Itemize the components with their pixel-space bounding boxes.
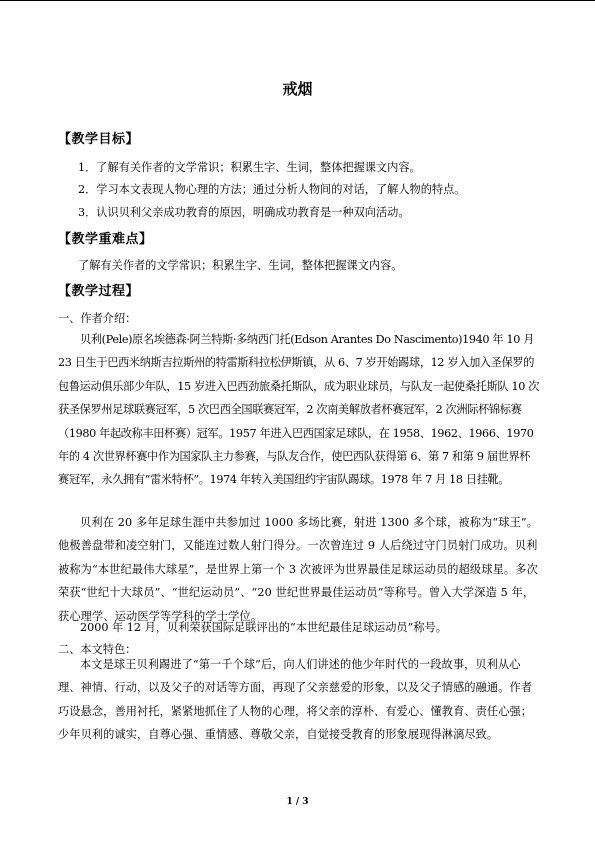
key-points-text: 了解有关作者的文学常识；积累生字、生词，整体把握课文内容。 — [78, 259, 403, 272]
objective-item: 2．学习本文表现人物心理的方法；通过分析人物间的对话，了解人物的特点。 — [78, 183, 466, 196]
objectives-heading: 【教学目标】 — [58, 132, 140, 147]
award-paragraph-text: 2000 年 12 月，贝利荣获国际足联评出的“本世纪最佳足球运动员”称号。 — [80, 621, 447, 634]
part1-heading: 一、作者介绍： — [58, 312, 137, 325]
page-number: 1 / 3 — [286, 797, 309, 807]
author-paragraph-text: 贝利(Pele)原名埃德森·阿兰特斯·多纳西门托(Edson Arantes Do Nascimento)1940 年 10 月 23 日生于巴西米纳斯吉拉斯州的特雷斯科拉松伊斯镇，从 6、7 岁开始踢球，12 岁入加入圣保罗的包鲁运动俱乐部少年队，15 岁进入巴西劲旅桑托斯队，成为职业球员，与队友一起使桑托斯队 10 次获圣保罗州足球联赛冠军，5 次巴西全国联赛冠军，2 次南美解放者杯赛冠军，2 次洲际杯锦标赛（1980 年起改称丰田杯赛）冠军。1957 年进入巴西国家足球队，在 1958、1962、1966、1970 年的 4 次世界杯赛中作为国家队主力参赛，与队友合作，使巴西队获得第 6、第 7 和第 9 届世界杯赛冠军，永久拥有“雷米特杯”。1974 年转入美国纽约宇宙队踢球。1978 年 7 月 18 日挂靴。 — [58, 333, 540, 487]
career-paragraph-text: 贝利在 20 多年足球生涯中共参加过 1000 多场比赛，射进 1300 多个球，被称为“球王”。他极善盘带和凌空射门，又能连过数人射门得分。一次曾连过 9 人后绕过守门员射门成功。贝利被称为“本世纪最伟大球星”，是世界上第一个 3 次被评为世界最佳足球运动员的超级球星。多次荣获“世纪十大球员”、“世纪运动员”、“20 世纪世界最佳运动员”等称号。曾入大学深造 5 年，获心理学、运动医学等学科的学士学位。 — [58, 516, 539, 623]
header-rule — [0, 0, 595, 1]
award-paragraph — [58, 616, 540, 639]
objective-item: 3．认识贝利父亲成功教育的原因，明确成功教育是一种双向活动。 — [78, 206, 410, 219]
part2-heading: 二、本文特色： — [58, 643, 137, 656]
page-title: 戒烟 — [282, 80, 313, 98]
features-paragraph-text: 本文是球王贝利踢进了“第一千个球”后，向人们讲述的他少年时代的一段故事，贝利从心理、神情、行动，以及父子的对话等方面，再现了父亲慈爱的形象，以及父子情感的融通。作者巧设悬念，善用衬托，紧紧地抓住了人物的心理，将父亲的淳朴、有爱心、懂教育、责任心强；少年贝利的诚实，自尊心强、重情感、尊敬父亲，自觉接受教育的形象展现得淋漓尽致。 — [58, 658, 533, 742]
key-points-heading: 【教学重难点】 — [58, 232, 153, 247]
objective-item: 1．了解有关作者的文学常识；积累生字、生词，整体把握课文内容。 — [78, 161, 421, 174]
process-heading: 【教学过程】 — [58, 284, 140, 299]
author-paragraph — [58, 328, 540, 492]
career-paragraph — [58, 511, 540, 628]
features-paragraph — [58, 653, 540, 747]
